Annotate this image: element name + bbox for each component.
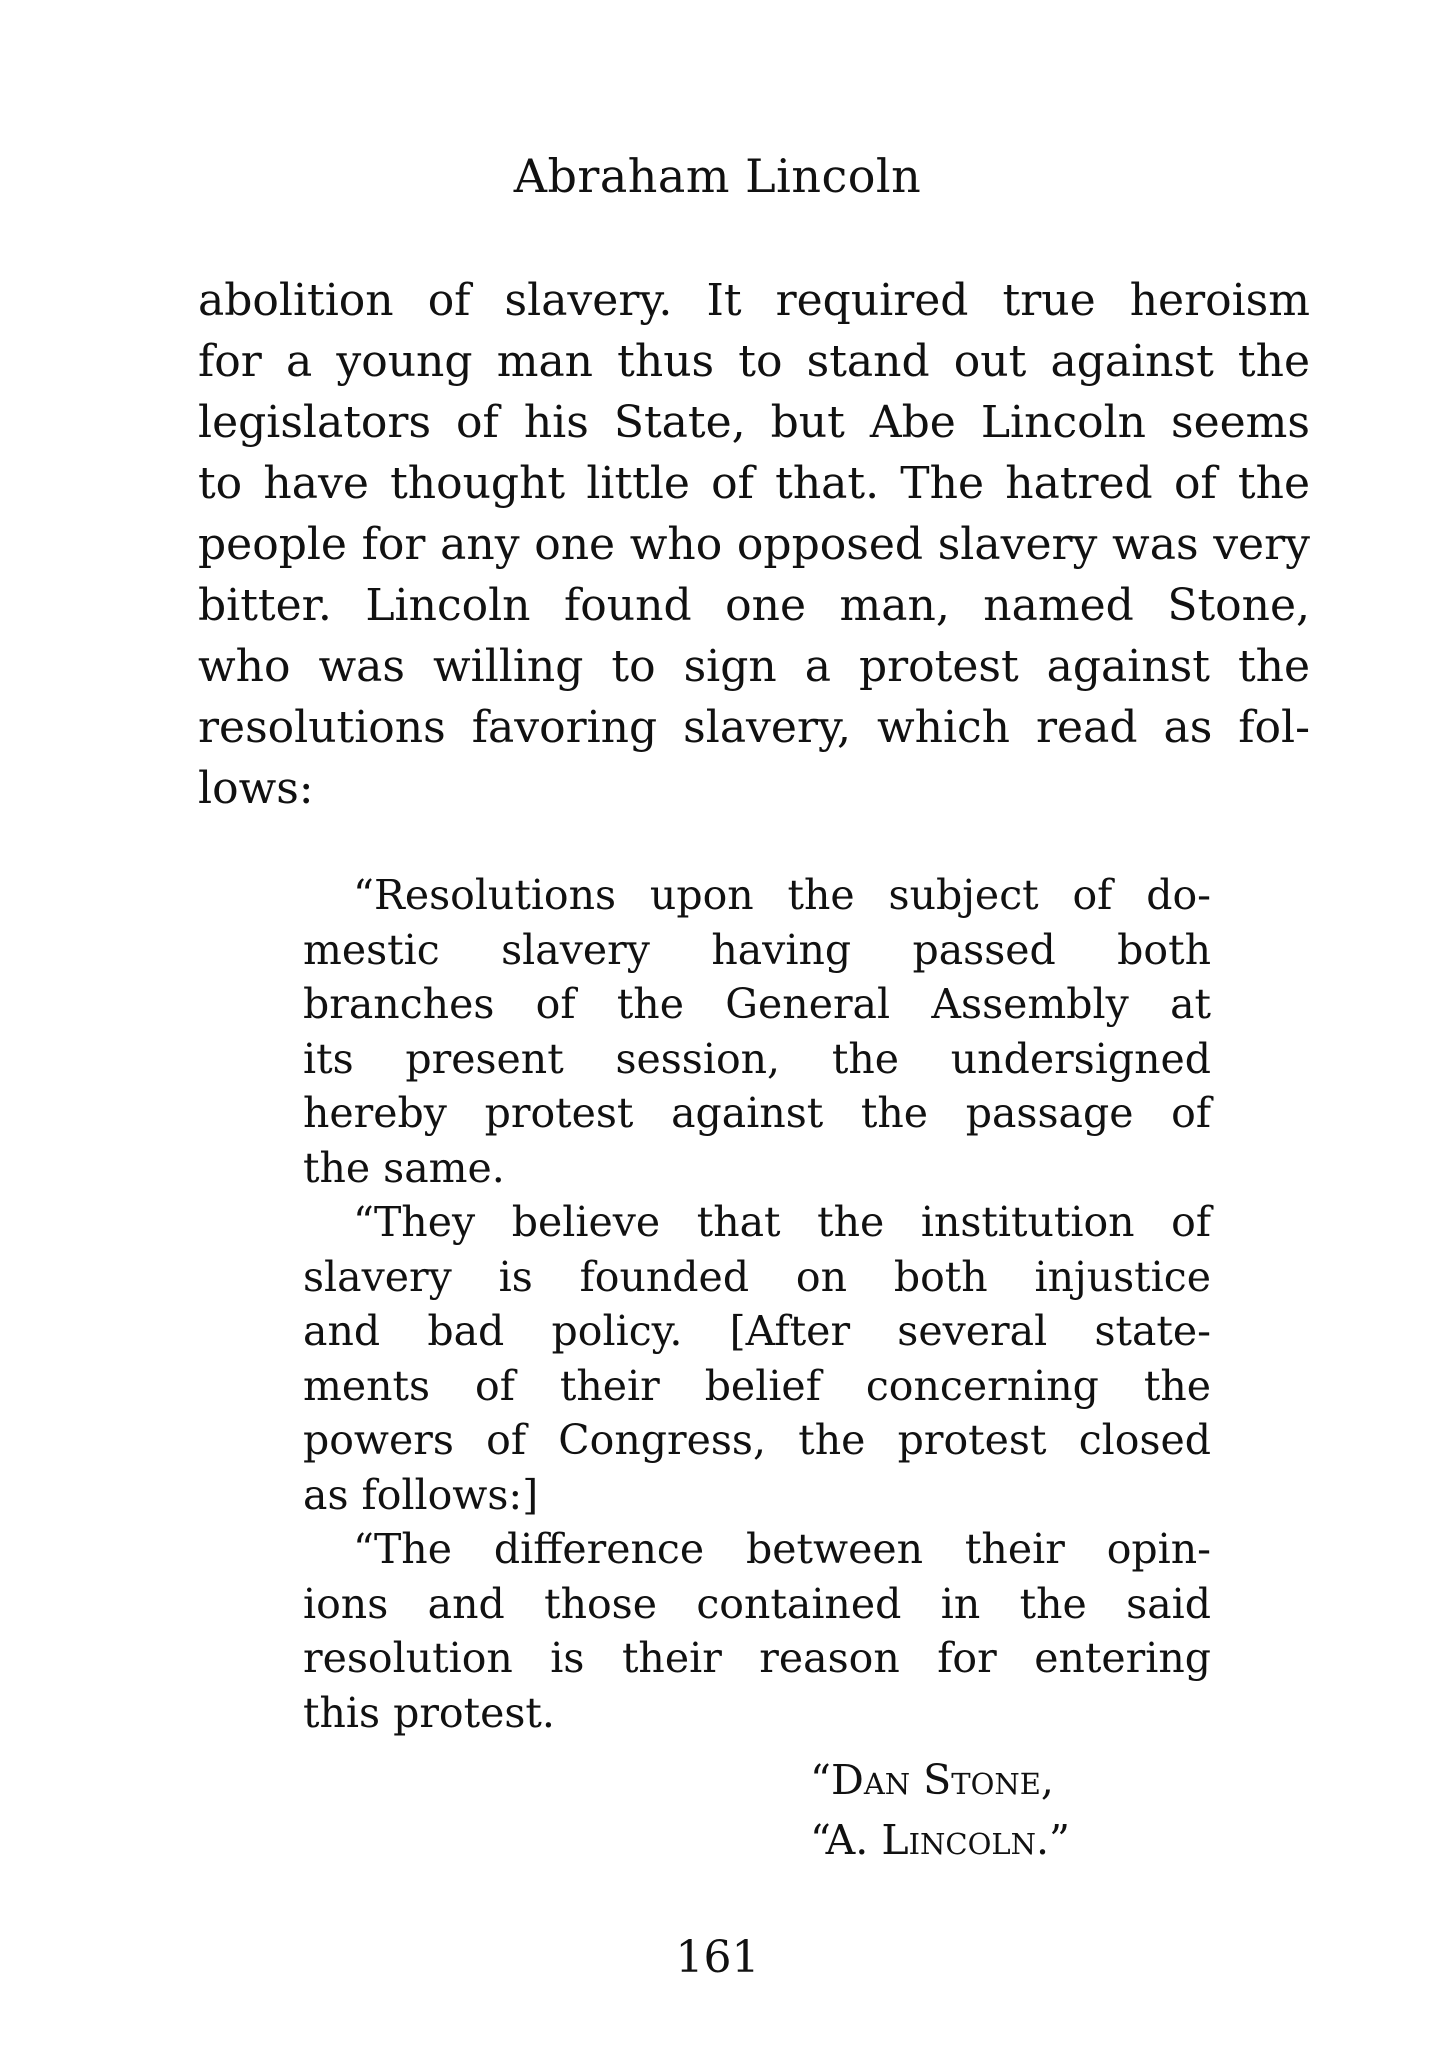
quote-line: ions and those contained in the said (303, 1579, 1211, 1628)
quote-line: the same. (303, 1143, 505, 1192)
quote-line: this protest. (303, 1688, 555, 1737)
signature-dan-stone: “Dan Stone, (810, 1756, 1054, 1804)
quote-line: its present session, the undersigned (303, 1034, 1211, 1083)
body-line: legislators of his State, but Abe Lincoln seems (198, 397, 1310, 448)
body-paragraph (198, 270, 1310, 819)
quote-line: hereby protest against the passage of (303, 1089, 1211, 1137)
protest-quotation (303, 868, 1211, 1740)
quote-line: “They believe that the institution of (353, 1198, 1211, 1246)
body-line: resolutions favoring slavery, which read as fol- (198, 702, 1310, 753)
signature-a-lincoln: “A. Lincoln.” (810, 1816, 1070, 1864)
quote-line: slavery is founded on both injustice (303, 1252, 1211, 1301)
running-head: Abraham Lincoln (513, 149, 922, 203)
body-line: who was willing to sign a protest against the (198, 641, 1310, 692)
quote-line: mestic slavery having passed both (303, 925, 1211, 974)
body-line: abolition of slavery. It required true heroism (198, 275, 1310, 326)
quote-line: and bad policy. [After several state- (303, 1307, 1211, 1355)
body-line: to have thought little of that. The hatred of the (198, 458, 1310, 509)
body-line: lows: (198, 763, 314, 814)
quote-line: branches of the General Assembly at (303, 980, 1211, 1028)
body-line: people for any one who opposed slavery was very (198, 519, 1310, 570)
quote-line: resolution is their reason for entering (303, 1634, 1211, 1682)
quote-line: “The difference between their opin- (353, 1525, 1211, 1573)
body-line: for a young man thus to stand out against the (198, 336, 1310, 387)
quote-line: powers of Congress, the protest closed (303, 1416, 1211, 1464)
quote-line: “Resolutions upon the subject of do- (353, 871, 1211, 919)
page-number: 161 (675, 1932, 760, 1983)
quote-line: as follows:] (303, 1470, 539, 1519)
quote-line: ments of their belief concerning the (303, 1361, 1211, 1410)
body-line: bitter. Lincoln found one man, named Stone, (198, 580, 1310, 631)
